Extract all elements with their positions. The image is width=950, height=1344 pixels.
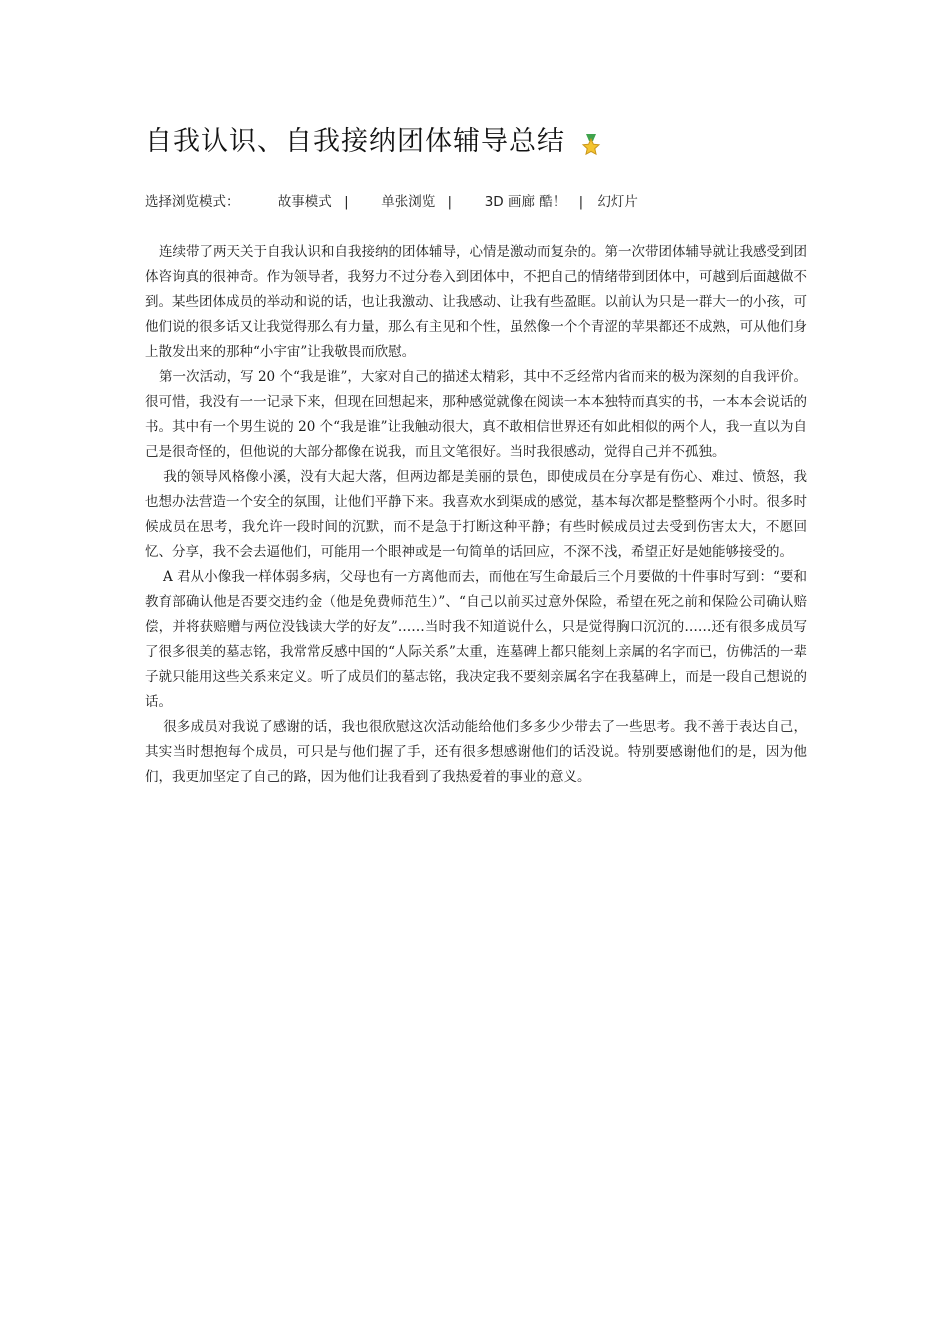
browse-mode-bar — [145, 190, 807, 210]
article-body — [145, 240, 807, 790]
gallery-3d-link[interactable]: 3D 画廊 酷！ — [484, 194, 567, 210]
separator: | — [344, 194, 349, 210]
paragraph: A 君从小像我一样体弱多病，父母也有一方离他而去，而他在写生命最后三个月要做的十件事时写到：“要和教育部确认他是否要交违约金（他是免费师范生）”、“自己以前买过意外保险，希望在死之前和保险公司确认赔偿，并将获赔赠与两位没钱读大学的好友”……当时我不知道说什么，只是觉得胸口沉沉的……还有很多成员写了很多很美的墓志铭，我常常反感中国的“人际关系”太重，连墓碑上都只能刻上亲属的名字而已，仿佛活的一辈子就只能用这些关系来定义。听了成员们的墓志铭，我决定我不要刻亲属名字在我墓碑上，而是一段自己想说的话。 — [145, 569, 807, 710]
browse-mode-label: 选择浏览模式： — [145, 194, 240, 210]
document-page — [145, 118, 807, 790]
star-medal-icon — [581, 134, 601, 156]
page-title: 自我认识、自我接纳团体辅导总结 — [145, 125, 565, 157]
title-row — [145, 118, 807, 158]
paragraph: 很多成员对我说了感谢的话，我也很欣慰这次活动能给他们多多少少带去了一些思考。我不善于表达自己，其实当时想抱每个成员，可只是与他们握了手，还有很多想感谢他们的话没说。特别要感谢他们的是，因为他们，我更加坚定了自己的路，因为他们让我看到了我热爱着的事业的意义。 — [145, 719, 807, 785]
paragraph: 我的领导风格像小溪，没有大起大落，但两边都是美丽的景色，即使成员在分享是有伤心、难过、愤怒，我也想办法营造一个安全的氛围，让他们平静下来。我喜欢水到渠成的感觉，基本每次都是整整两个小时。很多时候成员在思考，我允许一段时间的沉默，而不是急于打断这种平静；有些时候成员过去受到伤害太大，不愿回忆、分享，我不会去逼他们，可能用一个眼神或是一句简单的话回应，不深不浅，希望正好是她能够接受的。 — [145, 469, 807, 560]
paragraph: 连续带了两天关于自我认识和自我接纳的团体辅导，心情是激动而复杂的。第一次带团体辅导就让我感受到团体咨询真的很神奇。作为领导者，我努力不过分卷入到团体中，不把自己的情绪带到团体中，可越到后面越做不到。某些团体成员的举动和说的话，也让我激动、让我感动、让我有些盈眶。以前认为只是一群大一的小孩，可他们说的很多话又让我觉得那么有力量，那么有主见和个性，虽然像一个个青涩的苹果都还不成熟，可从他们身上散发出来的那种“小宇宙”让我敬畏而欣慰。 — [145, 244, 807, 360]
separator: | — [578, 194, 584, 210]
single-view-link[interactable]: 单张浏览 — [381, 194, 436, 210]
paragraph: 第一次活动，写 20 个“我是谁”，大家对自己的描述太精彩，其中不乏经常内省而来的极为深刻的自我评价。很可惜，我没有一一记录下来，但现在回想起来，那种感觉就像在阅读一本本独特而真实的书，一本本会说话的书。其中有一个男生说的 20 个“我是谁”让我触动很大，真不敢相信世界还有如此相似的两个人，我一直以为自己是很奇怪的，但他说的大部分都像在说我，而且文笔很好。当时我很感动，觉得自己并不孤独。 — [145, 369, 807, 460]
separator: | — [447, 194, 453, 210]
story-mode-link[interactable]: 故事模式 — [277, 194, 332, 210]
slideshow-link[interactable]: 幻灯片 — [597, 194, 638, 210]
